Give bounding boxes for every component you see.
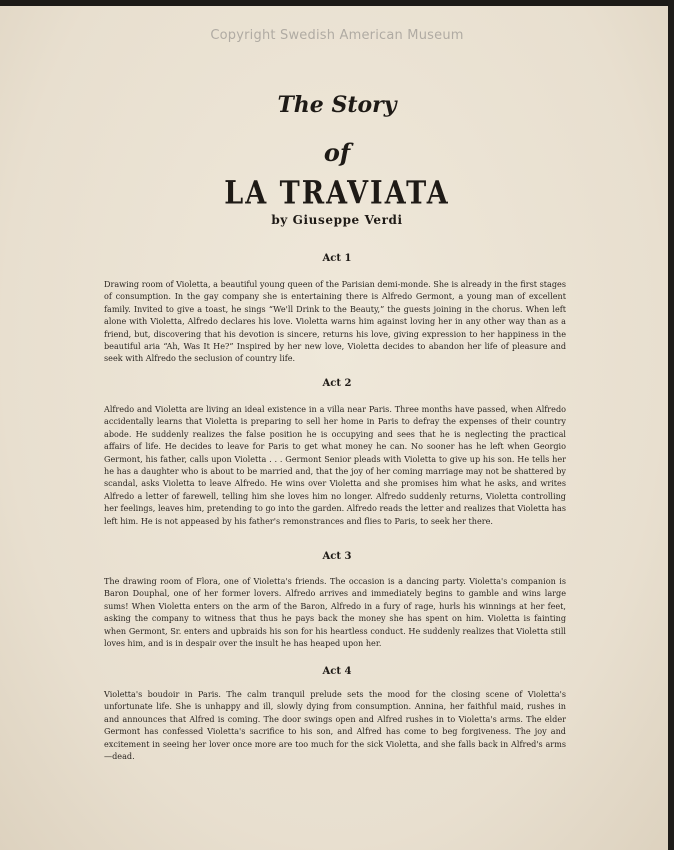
act-3-heading: Act 3 (322, 551, 352, 562)
act-2-heading: Act 2 (322, 378, 352, 389)
act-2-synopsis: Alfredo and Violetta are living an ideal existence in a villa near Paris. Three months have passed, when Alfredo accidentally learns that Violetta is preparing to sell her home in Paris to defray the expenses of their country abode. He suddenly realizes the false position he is occupying and sees that he is neglecting the practical affairs of life. He decides to leave for Paris to get what money he can. No sooner has he left when Georgio Germont, his father, calls upon Violetta . . . Germont Senior pleads with Violetta to give up his son. He tells her he has a daughter who is about to be married and, that the joy of her coming marriage may not be shattered by scandal, asks Violetta to leave Alfredo. He wins over Violetta and she promises him what he asks, and writes Alfredo a letter of farewell, telling him she loves him no longer. Alfredo suddenly returns, Violetta controlling her feelings, leaves him, pretending to go into the garden. Alfredo reads the letter and realizes that Violetta has left him. He is not appeased by his father's remonstrances and flies to Paris, to seek her there. (104, 404, 566, 526)
title-the-story: The Story (277, 92, 397, 118)
copyright-watermark: Copyright Swedish American Museum (210, 28, 464, 43)
main-title: LA TRAVIATA (224, 175, 450, 212)
page-edge-shadow (668, 0, 674, 850)
composer-byline: by Giuseppe Verdi (271, 213, 403, 227)
act-3-synopsis: The drawing room of Flora, one of Violetta's friends. The occasion is a dancing party. Violetta's companion is Baron Douphal, one of her former lovers. Alfredo arrives and immediately begins to gamble and wins large sums! When Violetta enters on the arm of the Baron, Alfredo in a fury of rage, hurls his winnings at her feet, asking the company to witness that thus he pays back the money she has spent on him. Violetta is fainting when Germont, Sr. enters and upbraids his son for his heartless conduct. He suddenly realizes that Violetta still loves him, and is in despair over the insult he has heaped upon her. (104, 576, 566, 649)
title-of: of (323, 138, 351, 167)
act-1-heading: Act 1 (322, 253, 352, 264)
act-4-synopsis: Violetta's boudoir in Paris. The calm tranquil prelude sets the mood for the closing scene of Violetta's unfortunate life. She is unhappy and ill, slowly dying from consumption. Annina, her faithful maid, rushes in and announces that Alfred is coming. The door swings open and Alfred rushes in to Violetta's arms. The elder Germont has confessed Violetta's sacrifice to his son, and Alfred has come to beg forgiveness. The joy and excitement in seeing her lover once more are too much for the sick Violetta, and she falls back in Alfred's arms—dead. (104, 689, 566, 762)
act-1-synopsis: Drawing room of Violetta, a beautiful young queen of the Parisian demi-monde. She is already in the first stages of consumption. In the gay company she is entertaining there is Alfredo Germont, a young man of excellent family. Invited to give a toast, he sings “We'll Drink to the Beauty,” the guests joining in the chorus. When left alone with Violetta, Alfredo declares his love. Violetta warns him against loving her in any other way than as a friend, but, discovering that his devotion is sincere, returns his love, giving expression to her happiness in the beautiful aria “Ah, Was It He?” Inspired by her new love, Violetta decides to abandon her life of pleasure and seek with Alfredo the seclusion of country life. (104, 279, 566, 364)
act-4-heading: Act 4 (322, 666, 352, 677)
